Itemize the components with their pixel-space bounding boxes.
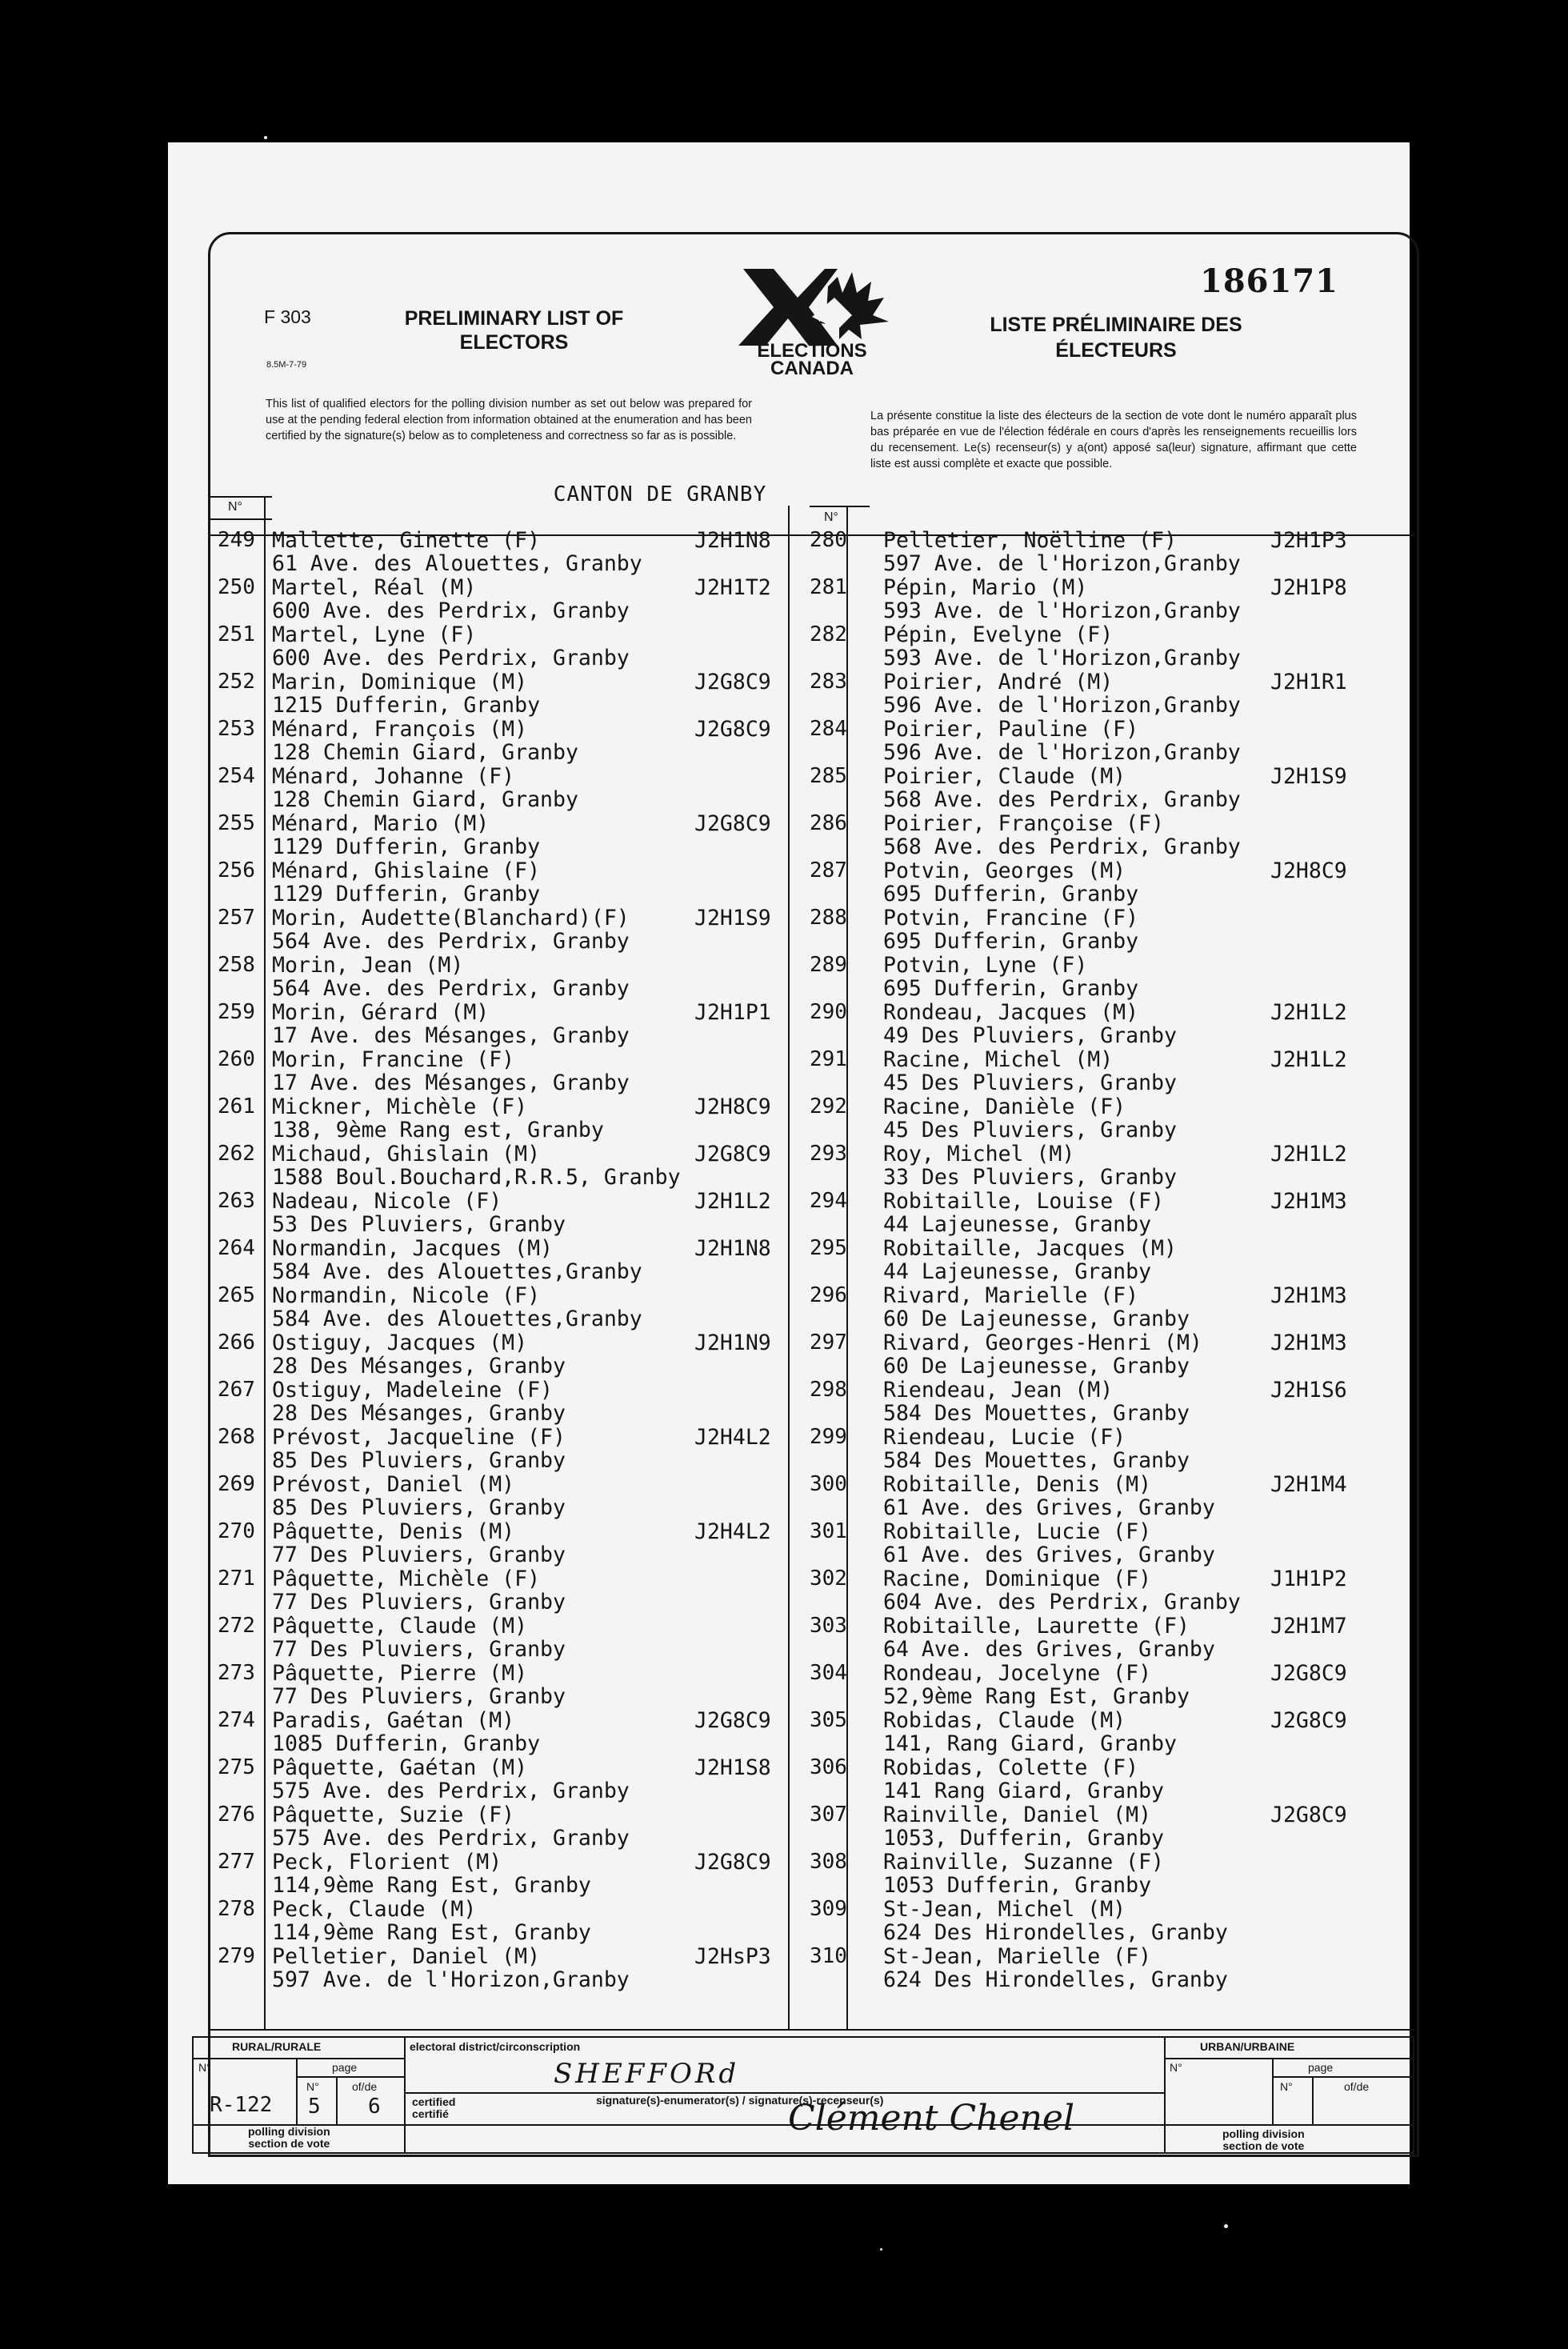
elector-number: 288 — [810, 906, 847, 930]
rule — [404, 2036, 406, 2154]
elector-number: 282 — [810, 622, 847, 646]
elector-number: 264 — [218, 1236, 255, 1260]
elector-postal-code: J2H1P3 — [1270, 528, 1347, 553]
elector-postal-code: J2H1R1 — [1270, 670, 1347, 694]
elector-name: Nadeau, Nicole (F) — [272, 1189, 502, 1214]
elector-name: Pâquette, Michèle (F) — [272, 1567, 541, 1591]
elector-number: 249 — [218, 528, 255, 552]
elector-postal-code: J2H1M3 — [1270, 1331, 1347, 1355]
elector-postal-code: J2H1L2 — [1270, 1142, 1347, 1166]
elector-name: Robitaille, Laurette (F) — [883, 1614, 1190, 1639]
rule — [1164, 2058, 1414, 2059]
elector-address: 564 Ave. des Perdrix, Granby — [272, 929, 630, 954]
no-header-left: N° — [228, 500, 242, 514]
elector-name: Ostiguy, Jacques (M) — [272, 1331, 528, 1355]
elector-name: Pâquette, Suzie (F) — [272, 1803, 515, 1827]
no-label: N° — [306, 2080, 319, 2093]
elector-address: 1129 Dufferin, Granby — [272, 834, 541, 859]
elector-number: 275 — [218, 1755, 255, 1779]
elector-address: 77 Des Pluviers, Granby — [272, 1637, 566, 1662]
elector-postal-code: J2G8C9 — [1270, 1661, 1347, 1686]
elector-address: 584 Ave. des Alouettes,Granby — [272, 1307, 642, 1331]
certified-label-fr: certifié — [412, 2107, 449, 2120]
elector-address: 17 Ave. des Mésanges, Granby — [272, 1070, 630, 1095]
elector-name: Pelletier, Daniel (M) — [272, 1944, 541, 1969]
elector-address: 597 Ave. de l'Horizon,Granby — [272, 1967, 630, 1992]
elector-address: 695 Dufferin, Granby — [883, 929, 1139, 954]
elector-number: 276 — [218, 1803, 255, 1827]
elector-address: 1588 Boul.Bouchard,R.R.5, Granby — [272, 1165, 681, 1190]
elector-address: 28 Des Mésanges, Granby — [272, 1401, 566, 1426]
elector-postal-code: J2G8C9 — [694, 1850, 771, 1875]
elector-postal-code: J2H1L2 — [694, 1189, 771, 1214]
elector-postal-code: J2H4L2 — [694, 1425, 771, 1450]
elector-number: 297 — [810, 1331, 847, 1355]
polling-division-number: R-122 — [210, 2093, 273, 2117]
elector-number: 296 — [810, 1283, 847, 1307]
form-number: F 303 — [264, 306, 311, 327]
elector-postal-code: J2G8C9 — [694, 717, 771, 742]
elector-address: 575 Ave. des Perdrix, Granby — [272, 1779, 630, 1803]
elector-postal-code: J1H1P2 — [1270, 1567, 1347, 1591]
elector-name: Ménard, Johanne (F) — [272, 764, 515, 789]
elector-number: 283 — [810, 670, 847, 694]
page-number: 5 — [308, 2095, 321, 2119]
elector-name: Morin, Gérard (M) — [272, 1000, 490, 1025]
elector-postal-code: J2H8C9 — [694, 1094, 771, 1119]
elector-number: 310 — [810, 1944, 847, 1968]
elector-name: Peck, Florient (M) — [272, 1850, 502, 1875]
elector-name: Prévost, Daniel (M) — [272, 1472, 515, 1497]
elector-postal-code: J2G8C9 — [1270, 1708, 1347, 1733]
elector-name: Rondeau, Jacques (M) — [883, 1000, 1139, 1025]
elector-number: 308 — [810, 1850, 847, 1874]
elector-address: 564 Ave. des Perdrix, Granby — [272, 976, 630, 1001]
elector-address: 138, 9ème Rang est, Granby — [272, 1118, 604, 1142]
elector-address: 61 Ave. des Grives, Granby — [883, 1543, 1215, 1567]
elector-name: Robidas, Claude (M) — [883, 1708, 1126, 1733]
elector-name: Ostiguy, Madeleine (F) — [272, 1378, 553, 1403]
elector-name: Racine, Michel (M) — [883, 1047, 1114, 1072]
rule — [208, 518, 272, 520]
elector-number: 285 — [810, 764, 847, 788]
elector-postal-code: J2H1S6 — [1270, 1378, 1347, 1403]
elector-number: 272 — [218, 1614, 255, 1638]
elector-number: 301 — [810, 1519, 847, 1543]
elector-number: 271 — [218, 1567, 255, 1591]
elector-address: 44 Lajeunesse, Granby — [883, 1212, 1152, 1237]
elector-number: 299 — [810, 1425, 847, 1449]
serial-number: 186171 — [1200, 262, 1338, 300]
elector-number: 280 — [810, 528, 847, 552]
elector-address: 128 Chemin Giard, Granby — [272, 787, 578, 812]
rule — [1312, 2076, 1314, 2124]
district-handwritten: SHEFFORd — [554, 2058, 740, 2090]
elector-name: St-Jean, Michel (M) — [883, 1897, 1126, 1922]
elector-postal-code: J2H1M3 — [1270, 1283, 1347, 1308]
elector-number: 255 — [218, 811, 255, 835]
rule — [192, 2036, 194, 2154]
elector-name: Martel, Réal (M) — [272, 575, 477, 600]
elector-name: Poirier, Françoise (F) — [883, 811, 1164, 836]
rule — [336, 2076, 338, 2124]
elector-number: 258 — [218, 953, 255, 977]
elector-number: 306 — [810, 1755, 847, 1779]
elector-address: 141 Rang Giard, Granby — [883, 1779, 1164, 1803]
table-bottom-rule — [208, 2029, 1414, 2031]
rule — [208, 496, 272, 498]
certified-label-en: certified — [412, 2095, 456, 2108]
elector-address: 61 Ave. des Grives, Granby — [883, 1495, 1215, 1520]
rule — [296, 2076, 404, 2078]
elector-number: 260 — [218, 1047, 255, 1071]
elector-name: Rainville, Daniel (M) — [883, 1803, 1152, 1827]
elector-number: 253 — [218, 717, 255, 741]
elector-address: 624 Des Hirondelles, Granby — [883, 1967, 1228, 1992]
elector-number: 251 — [218, 622, 255, 646]
elector-postal-code: J2G8C9 — [694, 670, 771, 694]
elector-address: 600 Ave. des Perdrix, Granby — [272, 598, 630, 623]
rule — [788, 506, 790, 2029]
elector-postal-code: J2H8C9 — [1270, 858, 1347, 883]
elector-number: 279 — [218, 1944, 255, 1968]
form-date: 8.5M-7-79 — [266, 360, 307, 370]
elector-number: 263 — [218, 1189, 255, 1213]
rule — [810, 506, 870, 507]
elector-address: 53 Des Pluviers, Granby — [272, 1212, 566, 1237]
elector-address: 584 Ave. des Alouettes,Granby — [272, 1259, 642, 1284]
elector-name: Marin, Dominique (M) — [272, 670, 528, 694]
elector-number: 277 — [218, 1850, 255, 1874]
speck — [1224, 2224, 1228, 2228]
elector-name: Riendeau, Lucie (F) — [883, 1425, 1126, 1450]
elector-address: 1085 Dufferin, Granby — [272, 1731, 541, 1756]
elector-number: 261 — [218, 1094, 255, 1118]
elector-number: 305 — [810, 1708, 847, 1732]
rule — [264, 496, 266, 2029]
elector-postal-code: J2H4L2 — [694, 1519, 771, 1544]
elector-name: Pépin, Evelyne (F) — [883, 622, 1114, 647]
elector-name: Rivard, Marielle (F) — [883, 1283, 1139, 1308]
elector-number: 295 — [810, 1236, 847, 1260]
page-total: 6 — [368, 2095, 381, 2119]
elector-address: 600 Ave. des Perdrix, Granby — [272, 646, 630, 670]
elector-address: 64 Ave. des Grives, Granby — [883, 1637, 1215, 1662]
elector-name: Pâquette, Claude (M) — [272, 1614, 528, 1639]
elector-name: Ménard, François (M) — [272, 717, 528, 742]
rule — [192, 2036, 1414, 2038]
elector-address: 141, Rang Giard, Granby — [883, 1731, 1177, 1756]
of-label: of/de — [1344, 2080, 1370, 2093]
elector-number: 302 — [810, 1567, 847, 1591]
elector-name: Prévost, Jacqueline (F) — [272, 1425, 566, 1450]
elector-number: 293 — [810, 1142, 847, 1166]
elector-address: 575 Ave. des Perdrix, Granby — [272, 1826, 630, 1851]
elector-number: 289 — [810, 953, 847, 977]
elector-number: 309 — [810, 1897, 847, 1921]
elector-postal-code: J2H1S8 — [694, 1755, 771, 1780]
rule — [1413, 2036, 1414, 2154]
elector-address: 596 Ave. de l'Horizon,Granby — [883, 740, 1241, 765]
elector-address: 597 Ave. de l'Horizon,Granby — [883, 551, 1241, 576]
elector-number: 266 — [218, 1331, 255, 1355]
elector-number: 304 — [810, 1661, 847, 1685]
elector-name: Pelletier, Noëlline (F) — [883, 528, 1177, 553]
polling-division-label-fr: section de vote — [1222, 2139, 1305, 2152]
logo-text-elections: ELECTIONS — [757, 340, 867, 362]
elector-postal-code: J2H1L2 — [1270, 1047, 1347, 1072]
polling-division-label — [248, 2126, 330, 2150]
elector-address: 114,9ème Rang Est, Granby — [272, 1873, 591, 1898]
elector-number: 292 — [810, 1094, 847, 1118]
elector-number: 257 — [218, 906, 255, 930]
elector-address: 52,9ème Rang Est, Granby — [883, 1684, 1190, 1709]
elector-name: Pâquette, Gaétan (M) — [272, 1755, 528, 1780]
elector-number: 291 — [810, 1047, 847, 1071]
elector-number: 250 — [218, 575, 255, 599]
elector-name: Normandin, Jacques (M) — [272, 1236, 553, 1261]
elector-name: Michaud, Ghislain (M) — [272, 1142, 541, 1166]
elector-number: 284 — [810, 717, 847, 741]
elector-name: Rondeau, Jocelyne (F) — [883, 1661, 1152, 1686]
speck — [264, 136, 267, 139]
elector-number: 303 — [810, 1614, 847, 1638]
elector-address: 1053, Dufferin, Granby — [883, 1826, 1164, 1851]
elector-name: Robitaille, Denis (M) — [883, 1472, 1152, 1497]
elector-postal-code: J2H1S9 — [694, 906, 771, 930]
elector-name: Normandin, Nicole (F) — [272, 1283, 541, 1308]
elector-number: 265 — [218, 1283, 255, 1307]
elector-name: Morin, Jean (M) — [272, 953, 464, 978]
elector-name: Potvin, Francine (F) — [883, 906, 1139, 930]
elector-number: 290 — [810, 1000, 847, 1024]
elector-address: 1129 Dufferin, Granby — [272, 882, 541, 906]
elector-number: 278 — [218, 1897, 255, 1921]
elector-name: Roy, Michel (M) — [883, 1142, 1075, 1166]
elector-address: 624 Des Hirondelles, Granby — [883, 1920, 1228, 1945]
elector-address: 60 De Lajeunesse, Granby — [883, 1307, 1190, 1331]
no-label: N° — [198, 2061, 211, 2074]
elector-address: 77 Des Pluviers, Granby — [272, 1684, 566, 1709]
elector-number: 259 — [218, 1000, 255, 1024]
elector-address: 60 De Lajeunesse, Granby — [883, 1354, 1190, 1379]
elector-name: Poirier, Pauline (F) — [883, 717, 1139, 742]
elector-number: 269 — [218, 1472, 255, 1496]
elector-address: 45 Des Pluviers, Granby — [883, 1118, 1177, 1142]
elector-address: 695 Dufferin, Granby — [883, 976, 1139, 1001]
rule — [192, 2058, 404, 2059]
elector-postal-code: J2H1N8 — [694, 528, 771, 553]
elector-name: Mickner, Michèle (F) — [272, 1094, 528, 1119]
rule — [1272, 2076, 1414, 2078]
rule — [296, 2058, 298, 2124]
elector-address: 45 Des Pluviers, Granby — [883, 1070, 1177, 1095]
elector-name: St-Jean, Marielle (F) — [883, 1944, 1152, 1969]
elector-name: Poirier, André (M) — [883, 670, 1114, 694]
elector-address: 33 Des Pluviers, Granby — [883, 1165, 1177, 1190]
elector-postal-code: J2G8C9 — [1270, 1803, 1347, 1827]
title-french: LISTE PRÉLIMINAIRE DES ÉLECTEURS — [990, 314, 1242, 362]
elector-number: 281 — [810, 575, 847, 599]
speck — [880, 2248, 882, 2251]
elector-number: 298 — [810, 1378, 847, 1402]
of-label: of/de — [352, 2080, 378, 2093]
elector-address: 114,9ème Rang Est, Granby — [272, 1920, 591, 1945]
elector-address: 28 Des Mésanges, Granby — [272, 1354, 566, 1379]
locality-heading: CANTON DE GRANBY — [553, 482, 767, 506]
elector-number: 254 — [218, 764, 255, 788]
elector-address: 593 Ave. de l'Horizon,Granby — [883, 598, 1241, 623]
note-english: This list of qualified electors for the polling division number as set out below was prepared for use at the pending federal election from information obtained at the enumeration and has been certified by the signature(s) below as to completeness and correctness so far as is possible. — [266, 398, 752, 442]
polling-division-label-fr: section de vote — [248, 2137, 330, 2150]
elector-name: Paradis, Gaétan (M) — [272, 1708, 515, 1733]
elector-number: 286 — [810, 811, 847, 835]
elector-name: Pépin, Mario (M) — [883, 575, 1088, 600]
elector-name: Robitaille, Louise (F) — [883, 1189, 1164, 1214]
elector-name: Morin, Francine (F) — [272, 1047, 515, 1072]
polling-division-label-en: polling division — [248, 2125, 330, 2138]
note-french: La présente constitue la liste des électeurs de la section de vote dont le numéro apparaît plus bas préparée en vue de l'élection fédérale en cours d'après les renseignements recueillis lors du recensement. Le(s) recenseur(s) y a(ont) apposé sa(leur) signature, affirmant que cette liste est aussi complète et exacte que possible. — [870, 410, 1357, 470]
elector-address: 1215 Dufferin, Granby — [272, 693, 541, 718]
elector-number: 287 — [810, 858, 847, 882]
rule — [1272, 2058, 1274, 2124]
elector-number: 294 — [810, 1189, 847, 1213]
elector-name: Racine, Danièle (F) — [883, 1094, 1126, 1119]
elector-postal-code: J2H1M4 — [1270, 1472, 1347, 1497]
elector-postal-code: J2H1T2 — [694, 575, 771, 600]
elector-postal-code: J2H1P8 — [1270, 575, 1347, 600]
page-label: page — [332, 2061, 358, 2074]
enumerator-signature: Clément Chenel — [788, 2098, 1075, 2139]
elector-name: Pâquette, Pierre (M) — [272, 1661, 528, 1686]
elector-address: 604 Ave. des Perdrix, Granby — [883, 1590, 1241, 1615]
polling-division-label-en: polling division — [1222, 2127, 1305, 2140]
elector-postal-code: J2G8C9 — [694, 1142, 771, 1166]
district-label: electoral district/circonscription — [410, 2040, 581, 2053]
no-header-right: N° — [824, 510, 838, 524]
elector-name: Ménard, Mario (M) — [272, 811, 490, 836]
elector-name: Rainville, Suzanne (F) — [883, 1850, 1164, 1875]
elector-name: Robidas, Colette (F) — [883, 1755, 1139, 1780]
elector-address: 568 Ave. des Perdrix, Granby — [883, 787, 1241, 812]
elector-address: 61 Ave. des Alouettes, Granby — [272, 551, 642, 576]
elector-postal-code: J2H1N8 — [694, 1236, 771, 1261]
elections-canada-logo — [732, 266, 904, 378]
no-label: N° — [1170, 2061, 1182, 2074]
elector-address: 85 Des Pluviers, Granby — [272, 1448, 566, 1473]
elector-number: 268 — [218, 1425, 255, 1449]
elector-number: 267 — [218, 1378, 255, 1402]
elector-name: Rivard, Georges-Henri (M) — [883, 1331, 1202, 1355]
elector-number: 262 — [218, 1142, 255, 1166]
elector-address: 77 Des Pluviers, Granby — [272, 1543, 566, 1567]
elector-number: 252 — [218, 670, 255, 694]
elector-number: 256 — [218, 858, 255, 882]
elector-name: Mallette, Ginette (F) — [272, 528, 541, 553]
elector-name: Robitaille, Jacques (M) — [883, 1236, 1177, 1261]
certified-label — [412, 2096, 455, 2120]
elector-address: 695 Dufferin, Granby — [883, 882, 1139, 906]
elector-postal-code: J2H1P1 — [694, 1000, 771, 1025]
elector-postal-code: J2H1S9 — [1270, 764, 1347, 789]
elector-name: Riendeau, Jean (M) — [883, 1378, 1114, 1403]
elector-postal-code: J2H1L2 — [1270, 1000, 1347, 1025]
elector-address: 593 Ave. de l'Horizon,Granby — [883, 646, 1241, 670]
elector-name: Potvin, Lyne (F) — [883, 953, 1088, 978]
elector-name: Morin, Audette(Blanchard)(F) — [272, 906, 630, 930]
logo-text-canada: CANADA — [770, 358, 854, 378]
elector-name: Poirier, Claude (M) — [883, 764, 1126, 789]
elector-name: Robitaille, Lucie (F) — [883, 1519, 1152, 1544]
rule — [192, 2152, 1414, 2154]
page-label: page — [1308, 2061, 1334, 2074]
elector-address: 44 Lajeunesse, Granby — [883, 1259, 1152, 1284]
elector-address: 568 Ave. des Perdrix, Granby — [883, 834, 1241, 859]
elector-postal-code: J2G8C9 — [694, 811, 771, 836]
elector-postal-code: J2HsP3 — [694, 1944, 771, 1969]
signature-label: signature(s)-enumerator(s) / signature(s)-recenseur(s) — [596, 2094, 884, 2107]
polling-division-label — [1222, 2128, 1305, 2152]
elector-address: 584 Des Mouettes, Granby — [883, 1401, 1190, 1426]
elector-postal-code: J2H1M3 — [1270, 1189, 1347, 1214]
elector-address: 1053 Dufferin, Granby — [883, 1873, 1152, 1898]
elector-name: Pâquette, Denis (M) — [272, 1519, 515, 1544]
elector-address: 17 Ave. des Mésanges, Granby — [272, 1023, 630, 1048]
elector-address: 77 Des Pluviers, Granby — [272, 1590, 566, 1615]
elector-number: 274 — [218, 1708, 255, 1732]
title-english: PRELIMINARY LIST OF ELECTORS — [404, 307, 624, 354]
urban-label: URBAN/URBAINE — [1200, 2040, 1295, 2053]
elector-name: Potvin, Georges (M) — [883, 858, 1126, 883]
elector-address: 128 Chemin Giard, Granby — [272, 740, 578, 765]
elector-name: Ménard, Ghislaine (F) — [272, 858, 541, 883]
elector-postal-code: J2H1N9 — [694, 1331, 771, 1355]
elector-name: Martel, Lyne (F) — [272, 622, 477, 647]
elector-name: Racine, Dominique (F) — [883, 1567, 1152, 1591]
elector-number: 273 — [218, 1661, 255, 1685]
elector-number: 307 — [810, 1803, 847, 1827]
elector-address: 49 Des Pluviers, Granby — [883, 1023, 1177, 1048]
elector-number: 270 — [218, 1519, 255, 1543]
elector-address: 584 Des Mouettes, Granby — [883, 1448, 1190, 1473]
elector-postal-code: J2H1M7 — [1270, 1614, 1347, 1639]
elector-address: 85 Des Pluviers, Granby — [272, 1495, 566, 1520]
rule — [1164, 2036, 1166, 2154]
elector-number: 300 — [810, 1472, 847, 1496]
no-label: N° — [1280, 2080, 1293, 2093]
elector-address: 596 Ave. de l'Horizon,Granby — [883, 693, 1241, 718]
rural-label: RURAL/RURALE — [232, 2040, 322, 2053]
elector-postal-code: J2G8C9 — [694, 1708, 771, 1733]
elector-name: Peck, Claude (M) — [272, 1897, 477, 1922]
